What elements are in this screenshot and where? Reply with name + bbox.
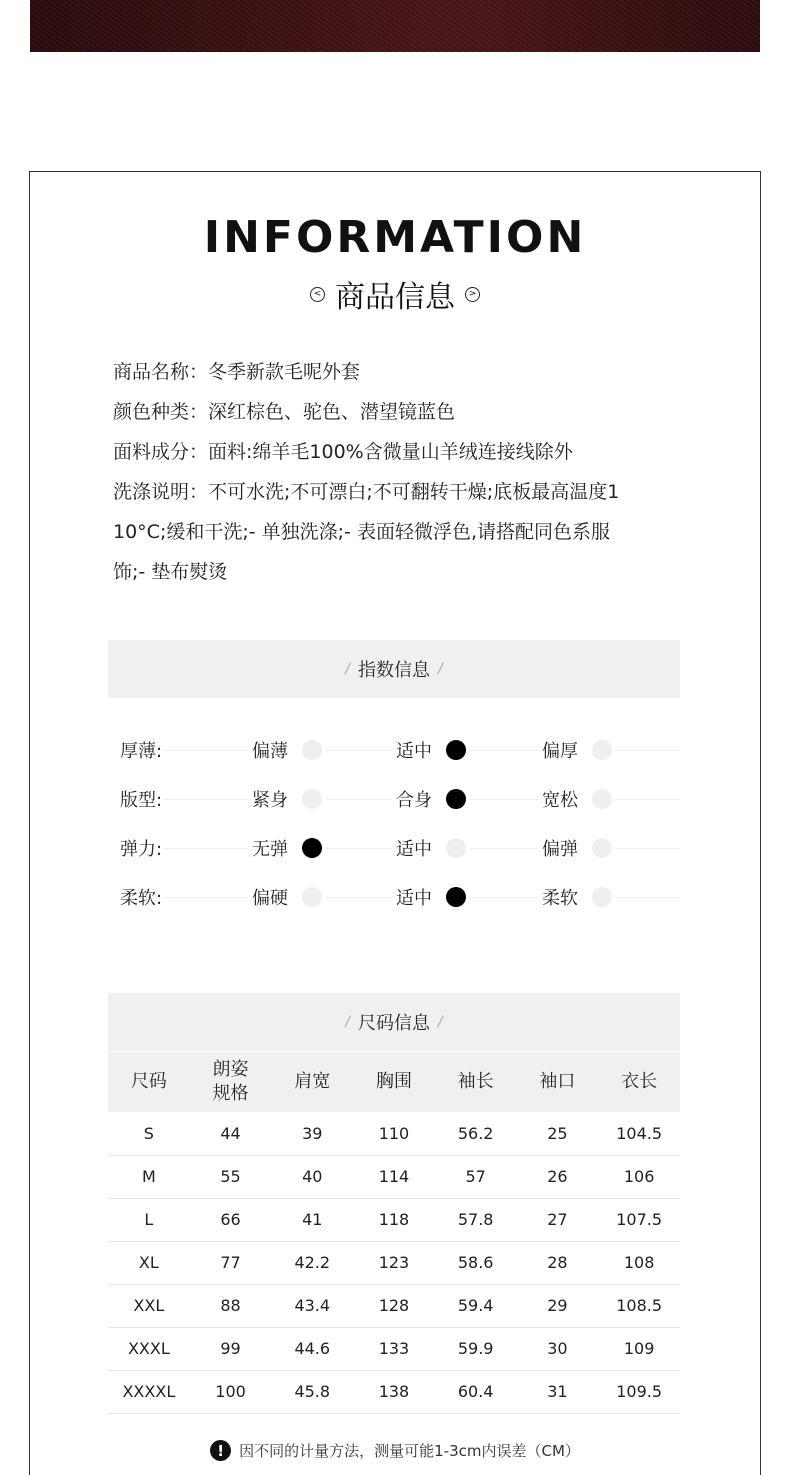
info-line-fabric: 面料成分：面料:绵羊毛100%含微量山羊绒连接线除外 xyxy=(113,441,573,463)
table-cell: 88 xyxy=(190,1284,272,1327)
size-column-header: 肩宽 xyxy=(271,1052,353,1112)
unselected-dot-icon xyxy=(592,740,612,760)
index-option xyxy=(392,737,470,763)
table-cell: XXXXL xyxy=(108,1370,190,1413)
table-row xyxy=(108,1241,680,1284)
index-option-label: 适中 xyxy=(396,741,432,762)
table-cell: 60.4 xyxy=(435,1370,517,1413)
product-info-list xyxy=(113,352,703,592)
table-cell: 28 xyxy=(517,1241,599,1284)
table-cell: 128 xyxy=(353,1284,435,1327)
index-option-label: 偏弹 xyxy=(542,839,578,860)
table-cell: 58.6 xyxy=(435,1241,517,1284)
table-cell: 106 xyxy=(598,1155,680,1198)
table-cell: 59.9 xyxy=(435,1327,517,1370)
measurement-note xyxy=(0,1440,790,1461)
slash-right: / xyxy=(438,1014,443,1030)
size-section-header xyxy=(108,993,680,1051)
index-option-label: 合身 xyxy=(396,790,432,811)
table-row xyxy=(108,1198,680,1241)
table-cell: L xyxy=(108,1198,190,1241)
table-cell: 108 xyxy=(598,1241,680,1284)
table-cell: 30 xyxy=(517,1327,599,1370)
size-table xyxy=(108,1052,680,1414)
table-cell: 109 xyxy=(598,1327,680,1370)
table-row xyxy=(108,1370,680,1413)
size-column-header: 衣长 xyxy=(598,1052,680,1112)
table-cell: 43.4 xyxy=(271,1284,353,1327)
selected-dot-icon xyxy=(446,789,466,809)
title-chinese: 商品信息 xyxy=(335,280,455,315)
index-option xyxy=(248,786,326,812)
selected-dot-icon xyxy=(446,887,466,907)
size-column-header: 尺码 xyxy=(108,1052,190,1112)
index-option-label: 偏薄 xyxy=(252,741,288,762)
table-cell: 26 xyxy=(517,1155,599,1198)
index-row xyxy=(108,872,680,921)
table-cell: 44 xyxy=(190,1112,272,1155)
table-cell: 25 xyxy=(517,1112,599,1155)
selected-dot-icon xyxy=(302,838,322,858)
info-line-care-3: 饰;- 垫布熨烫 xyxy=(113,561,228,583)
table-cell: 133 xyxy=(353,1327,435,1370)
unselected-dot-icon xyxy=(592,838,612,858)
size-column-header: 胸围 xyxy=(353,1052,435,1112)
table-cell: 31 xyxy=(517,1370,599,1413)
table-cell: 114 xyxy=(353,1155,435,1198)
chevron-left-circle-icon: < xyxy=(310,287,325,302)
table-cell: XXL xyxy=(108,1284,190,1327)
table-cell: 27 xyxy=(517,1198,599,1241)
table-cell: 57.8 xyxy=(435,1198,517,1241)
table-cell: XXXL xyxy=(108,1327,190,1370)
table-row xyxy=(108,1112,680,1155)
warning-icon: ! xyxy=(210,1440,231,1461)
index-option xyxy=(248,884,326,910)
index-row-label: 厚薄: xyxy=(120,737,164,763)
index-option xyxy=(392,835,470,861)
index-row-label: 弹力: xyxy=(120,835,164,861)
table-cell: 138 xyxy=(353,1370,435,1413)
index-section-title: 指数信息 xyxy=(358,660,430,681)
index-option-label: 适中 xyxy=(396,839,432,860)
table-cell: 107.5 xyxy=(598,1198,680,1241)
table-cell: 118 xyxy=(353,1198,435,1241)
table-cell: XL xyxy=(108,1241,190,1284)
table-cell: 109.5 xyxy=(598,1370,680,1413)
table-cell: 45.8 xyxy=(271,1370,353,1413)
table-cell: S xyxy=(108,1112,190,1155)
unselected-dot-icon xyxy=(302,740,322,760)
index-row xyxy=(108,823,680,872)
size-column-header: 朗姿 规格 xyxy=(190,1052,272,1112)
slash-right: / xyxy=(438,661,443,677)
table-cell: 104.5 xyxy=(598,1112,680,1155)
index-option-label: 偏厚 xyxy=(542,741,578,762)
size-table-header-row xyxy=(108,1052,680,1112)
unselected-dot-icon xyxy=(302,789,322,809)
index-option xyxy=(538,786,616,812)
title-english: INFORMATION xyxy=(203,212,587,263)
index-option xyxy=(538,884,616,910)
slash-left: / xyxy=(345,1014,350,1030)
table-cell: 44.6 xyxy=(271,1327,353,1370)
index-option-label: 宽松 xyxy=(542,790,578,811)
info-line-care-2: 10°C;缓和干洗;- 单独洗涤;- 表面轻微浮色,请搭配同色系服 xyxy=(113,521,610,543)
table-cell: 56.2 xyxy=(435,1112,517,1155)
table-cell: 77 xyxy=(190,1241,272,1284)
index-option-label: 柔软 xyxy=(542,888,578,909)
index-row xyxy=(108,774,680,823)
table-cell: 66 xyxy=(190,1198,272,1241)
table-cell: 100 xyxy=(190,1370,272,1413)
size-table-body xyxy=(108,1112,680,1413)
table-cell: 59.4 xyxy=(435,1284,517,1327)
table-cell: 57 xyxy=(435,1155,517,1198)
index-section-header xyxy=(108,640,680,698)
table-cell: 40 xyxy=(271,1155,353,1198)
index-option-label: 适中 xyxy=(396,888,432,909)
index-option-label: 无弹 xyxy=(252,839,288,860)
table-row xyxy=(108,1155,680,1198)
index-table xyxy=(108,725,680,921)
table-cell: 110 xyxy=(353,1112,435,1155)
unselected-dot-icon xyxy=(592,887,612,907)
info-line-care-1: 洗涤说明：不可水洗;不可漂白;不可翻转干燥;底板最高温度1 xyxy=(113,481,620,503)
slash-left: / xyxy=(345,661,350,677)
size-section-title: 尺码信息 xyxy=(358,1013,430,1034)
index-option xyxy=(248,835,326,861)
index-row-label: 柔软: xyxy=(120,884,164,910)
table-cell: 41 xyxy=(271,1198,353,1241)
info-line-colors: 颜色种类：深红棕色、驼色、潜望镜蓝色 xyxy=(113,401,456,423)
measurement-note-text: 因不同的计量方法，测量可能1-3cm内误差（CM） xyxy=(239,1442,580,1460)
index-row xyxy=(108,725,680,774)
table-cell: 123 xyxy=(353,1241,435,1284)
size-column-header: 袖口 xyxy=(517,1052,599,1112)
table-cell: 29 xyxy=(517,1284,599,1327)
index-option xyxy=(538,835,616,861)
unselected-dot-icon xyxy=(446,838,466,858)
table-cell: 39 xyxy=(271,1112,353,1155)
index-option xyxy=(392,884,470,910)
index-option-label: 偏硬 xyxy=(252,888,288,909)
unselected-dot-icon xyxy=(302,887,322,907)
unselected-dot-icon xyxy=(592,789,612,809)
table-row xyxy=(108,1327,680,1370)
size-column-header: 袖长 xyxy=(435,1052,517,1112)
product-photo-strip xyxy=(30,0,760,52)
index-option xyxy=(248,737,326,763)
index-option xyxy=(392,786,470,812)
index-option xyxy=(538,737,616,763)
index-option-label: 紧身 xyxy=(252,790,288,811)
selected-dot-icon xyxy=(446,740,466,760)
table-cell: M xyxy=(108,1155,190,1198)
table-row xyxy=(108,1284,680,1327)
table-cell: 42.2 xyxy=(271,1241,353,1284)
chevron-right-circle-icon: > xyxy=(465,287,480,302)
table-cell: 108.5 xyxy=(598,1284,680,1327)
title-chinese-row xyxy=(0,272,790,316)
info-line-name: 商品名称：冬季新款毛呢外套 xyxy=(113,361,361,383)
table-cell: 55 xyxy=(190,1155,272,1198)
table-cell: 99 xyxy=(190,1327,272,1370)
index-row-label: 版型: xyxy=(120,786,164,812)
